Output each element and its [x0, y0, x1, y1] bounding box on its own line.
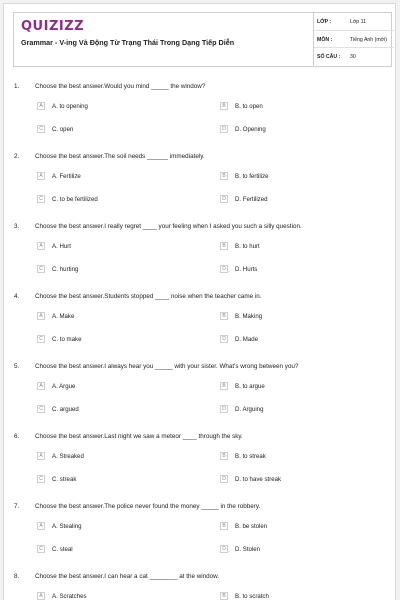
- meta-label: MÔN :: [317, 36, 333, 43]
- option-letter-box: A: [37, 592, 45, 600]
- question-number: 2.: [14, 153, 20, 160]
- question-item: [4, 428, 395, 498]
- option-text: A. Make: [52, 313, 75, 320]
- question-item: [4, 288, 395, 358]
- option-text: B. to streak: [235, 453, 266, 460]
- option-letter-box: B: [220, 452, 228, 460]
- option-letter-box: D: [220, 335, 228, 343]
- option-letter-box: C: [37, 405, 45, 413]
- option-text: D. Opening: [235, 126, 266, 133]
- option-text: D. Stolen: [235, 546, 261, 553]
- option-letter-box: C: [37, 335, 45, 343]
- question-number: 5.: [14, 363, 20, 370]
- option-text: A. Argue: [52, 383, 76, 390]
- option-letter-box: D: [220, 545, 228, 553]
- question-text: Choose the best answer.Students stopped ____ noise when the teacher came in.: [35, 293, 262, 300]
- meta-row-count: [314, 48, 394, 66]
- option-letter-box: B: [220, 242, 228, 250]
- question-item: [4, 218, 395, 288]
- meta-value: Lớp 11: [350, 19, 366, 25]
- option-text: D. Arguing: [235, 406, 264, 413]
- option-text: A. Stealing: [52, 523, 82, 530]
- option-letter-box: A: [37, 382, 45, 390]
- option-text: A. Hurt: [52, 243, 71, 250]
- question-text: Choose the best answer.The soil needs ______ immediately.: [35, 153, 205, 160]
- option-text: B. to hurt: [235, 243, 260, 250]
- question-number: 4.: [14, 293, 20, 300]
- option-text: A. to opening: [52, 103, 88, 110]
- option-letter-box: C: [37, 545, 45, 553]
- option-letter-box: C: [37, 265, 45, 273]
- option-letter-box: A: [37, 452, 45, 460]
- question-text: Choose the best answer.I can hear a cat ________ at the window.: [35, 573, 220, 580]
- option-text: A. Fertilize: [52, 173, 81, 180]
- worksheet-page: [3, 3, 396, 600]
- question-item: [4, 358, 395, 428]
- option-text: D. Hurts: [235, 266, 258, 273]
- question-number: 1.: [14, 83, 20, 90]
- option-text: B. to open: [235, 103, 263, 110]
- question-text: Choose the best answer.I always hear you _____ with your sister. What's wrong between you?: [35, 363, 299, 370]
- question-item: [4, 498, 395, 568]
- option-text: B. to argue: [235, 383, 265, 390]
- option-text: B. to scratch: [235, 593, 269, 600]
- meta-label: SỐ CÂU :: [317, 54, 341, 61]
- option-text: B. to fertilize: [235, 173, 269, 180]
- option-text: C. steal: [52, 546, 73, 553]
- option-letter-box: B: [220, 382, 228, 390]
- option-text: C. argued: [52, 406, 79, 413]
- option-text: D. to have streak: [235, 476, 282, 483]
- question-item: [4, 568, 395, 600]
- meta-label: LỚP :: [317, 19, 332, 25]
- question-text: Choose the best answer.Would you mind _____ the window?: [35, 83, 206, 90]
- option-letter-box: B: [220, 172, 228, 180]
- option-text: C. hurting: [52, 266, 79, 273]
- meta-value: 30: [350, 54, 356, 61]
- option-letter-box: A: [37, 172, 45, 180]
- question-text: Choose the best answer.I really regret ____ your feeling when I asked you such a silly question.: [35, 223, 302, 230]
- option-letter-box: A: [37, 242, 45, 250]
- worksheet-title: Grammar - V-ing Và Động Từ Trạng Thái Trong Dạng Tiếp Diễn: [21, 38, 235, 47]
- option-letter-box: B: [220, 312, 228, 320]
- option-text: D. Fertilized: [235, 196, 268, 203]
- question-number: 7.: [14, 503, 20, 510]
- meta-table: [313, 13, 394, 66]
- option-letter-box: B: [220, 522, 228, 530]
- option-text: A. Scratches: [52, 593, 87, 600]
- option-letter-box: B: [220, 102, 228, 110]
- option-letter-box: C: [37, 475, 45, 483]
- option-letter-box: B: [220, 592, 228, 600]
- option-letter-box: A: [37, 522, 45, 530]
- option-letter-box: A: [37, 102, 45, 110]
- question-text: Choose the best answer.Last night we saw a meteor ____ through the sky.: [35, 433, 243, 440]
- option-letter-box: D: [220, 405, 228, 413]
- option-letter-box: D: [220, 125, 228, 133]
- question-number: 6.: [14, 433, 20, 440]
- option-text: D. Made: [235, 336, 259, 343]
- question-text: Choose the best answer.The police never found the money _____ in the robbery.: [35, 503, 261, 510]
- option-text: B. Making: [235, 313, 263, 320]
- option-text: C. to make: [52, 336, 82, 343]
- option-text: C. streak: [52, 476, 77, 483]
- question-number: 3.: [14, 223, 20, 230]
- question-item: [4, 148, 395, 218]
- option-letter-box: C: [37, 195, 45, 203]
- option-letter-box: A: [37, 312, 45, 320]
- option-text: C. to be fertilized: [52, 196, 98, 203]
- question-item: [4, 78, 395, 148]
- option-text: B. be stolen: [235, 523, 268, 530]
- question-number: 8.: [14, 573, 20, 580]
- quizizz-logo: QUIZIZZ: [21, 19, 85, 34]
- meta-value: Tiếng Anh (mới): [350, 36, 387, 43]
- option-letter-box: D: [220, 475, 228, 483]
- option-letter-box: D: [220, 265, 228, 273]
- option-letter-box: D: [220, 195, 228, 203]
- option-text: A. Streaked: [52, 453, 84, 460]
- meta-row-class: [314, 13, 394, 31]
- meta-row-subject: [314, 31, 394, 49]
- worksheet-header: [13, 12, 392, 67]
- option-text: C. open: [52, 126, 74, 133]
- option-letter-box: C: [37, 125, 45, 133]
